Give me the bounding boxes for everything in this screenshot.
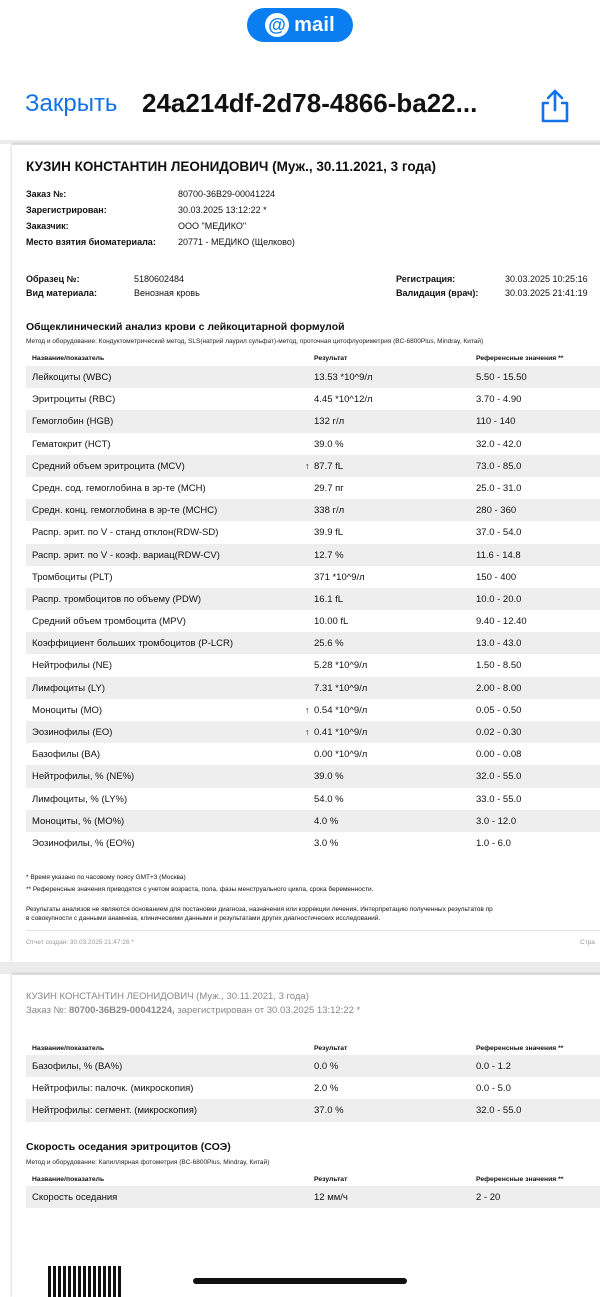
high-flag-icon: ↑	[305, 460, 310, 471]
table-row	[26, 654, 600, 676]
table-row	[26, 832, 600, 854]
row-result: 5.28 *10^9/л	[314, 660, 368, 672]
method-description: Метод и оборудование: Капиллярная фотометрия (BC-6800Plus, Mindray, Китай)	[26, 1159, 270, 1166]
table-row	[26, 477, 600, 499]
order-value: ООО "МЕДИКО"	[178, 221, 247, 231]
row-reference: 0.0 - 5.0	[476, 1083, 511, 1095]
footnote: ** Референсные значения приводятся с учетом возраста, пола, фазы менструального цикла, срока беременности.	[26, 886, 374, 893]
row-name: Лейкоциты (WBC)	[32, 372, 112, 383]
row-result: 10.00 fL	[314, 616, 349, 628]
row-name: Нейтрофилы (NE)	[32, 660, 113, 672]
at-icon: @	[265, 13, 289, 37]
row-name: Эритроциты (RBC)	[32, 394, 116, 406]
row-reference: 33.0 - 55.0	[476, 793, 522, 805]
order-key: Место взятия биоматериала:	[26, 237, 156, 247]
page-number: Стра	[580, 939, 595, 946]
row-reference: 25.0 - 31.0	[476, 482, 522, 494]
col-result-header: Результат	[314, 355, 348, 362]
row-name: Средн. конц. гемоглобина в эр-те (MCHC)	[32, 505, 218, 517]
registration-label: Регистрация:	[396, 274, 456, 284]
row-result: 39.0 %	[314, 771, 344, 783]
row-result: 39.0 %	[314, 438, 344, 450]
table-row	[26, 433, 600, 455]
col-ref-header: Референсные значения **	[476, 1176, 564, 1183]
patient-title: КУЗИН КОНСТАНТИН ЛЕОНИДОВИЧ (Муж., 30.11.2021, 3 года)	[26, 159, 437, 174]
order-key: Заказ №:	[26, 189, 67, 199]
table-row	[26, 699, 600, 721]
row-reference: 110 - 140	[476, 416, 516, 428]
row-result: 0.0 %	[314, 1061, 339, 1072]
row-name: Эозинофилы (EO)	[32, 727, 113, 738]
footnote: * Время указано по часовому поясу GMT+3 (Москва)	[26, 874, 186, 881]
col-name-header: Название/показатель	[32, 355, 105, 362]
top-bar	[0, 0, 600, 140]
table-row	[26, 499, 600, 521]
row-name: Моноциты, % (MO%)	[32, 815, 125, 827]
col-name-header: Название/показатель	[32, 1176, 105, 1183]
row-reference: 280 - 360	[476, 505, 517, 517]
material-value: Венозная кровь	[134, 288, 200, 298]
row-name: Распр. тромбоцитов по объему (PDW)	[32, 593, 202, 605]
row-name: Гемоглобин (HGB)	[32, 416, 114, 428]
col-name-header: Название/показатель	[32, 1045, 105, 1052]
row-name: Базофилы, % (BA%)	[32, 1061, 123, 1072]
row-name: Нейтрофилы: сегмент. (микроскопия)	[32, 1105, 198, 1117]
patient-subtitle: КУЗИН КОНСТАНТИН ЛЕОНИДОВИЧ (Муж., 30.11.2021, 3 года)	[26, 991, 309, 1002]
row-result: 0.41 *10^9/л	[314, 727, 368, 738]
row-name: Средний объем эритроцита (MCV)	[32, 460, 185, 472]
row-result: 16.1 fL	[314, 593, 344, 605]
report-page-2	[12, 974, 600, 1297]
row-reference: 5.50 - 15.50	[476, 372, 527, 383]
row-reference: 9.40 - 12.40	[476, 616, 527, 628]
row-reference: 0.0 - 1.2	[476, 1061, 511, 1072]
table-row	[26, 566, 600, 588]
table-row	[26, 366, 600, 388]
table-row	[26, 521, 600, 543]
row-reference: 2 - 20	[476, 1192, 501, 1203]
row-reference: 1.50 - 8.50	[476, 660, 522, 672]
row-result: 2.0 %	[314, 1083, 339, 1095]
table-row	[26, 1055, 600, 1077]
row-reference: 1.0 - 6.0	[476, 837, 511, 849]
col-ref-header: Референсные значения **	[476, 1045, 564, 1052]
row-reference: 37.0 - 54.0	[476, 527, 522, 539]
row-result: 12 мм/ч	[314, 1192, 348, 1203]
table-row	[26, 1099, 600, 1121]
row-name: Коэффициент больших тромбоцитов (P-LCR)	[32, 638, 234, 650]
row-reference: 0.00 - 0.08	[476, 749, 522, 761]
col-result-header: Результат	[314, 1045, 348, 1052]
table-row	[26, 677, 600, 699]
row-result: 0.54 *10^9/л	[314, 704, 368, 716]
validation-value: 30.03.2025 21:41:19	[505, 288, 588, 298]
row-name: Распр. эрит. по V - станд отклон(RDW-SD)	[32, 527, 219, 539]
qr-code	[48, 1266, 122, 1297]
row-reference: 3.0 - 12.0	[476, 815, 517, 827]
row-result: 87.7 fL	[314, 460, 344, 472]
order-key: Зарегистрирован:	[26, 205, 107, 215]
order-value: 80700-36B29-00041224	[178, 189, 276, 199]
method-description: Метод и оборудование: Кондуктометрический метод, SLS(натрий лаурил сульфат)-метод, проточная цитофлуориметрия (BC-6800Plus, Mindray, Китай)	[26, 338, 484, 345]
row-result: 0.00 *10^9/л	[314, 749, 368, 761]
mail-badge[interactable]	[247, 8, 353, 42]
results-table	[26, 1055, 600, 1122]
disclaimer: в совокупности с данными анамнеза, клиническими данными и результатами других диагностических исследований.	[26, 915, 381, 922]
mail-label: mail	[294, 13, 335, 36]
row-result: 3.0 %	[314, 837, 339, 849]
row-reference: 32.0 - 55.0	[476, 771, 522, 783]
row-result: 54.0 %	[314, 793, 344, 805]
section-title-cbc: Общеклинический анализ крови с лейкоцитарной формулой	[26, 321, 345, 333]
row-name: Лимфоциты, % (LY%)	[32, 793, 128, 805]
row-reference: 2.00 - 8.00	[476, 682, 522, 694]
table-row	[26, 721, 600, 743]
row-reference: 73.0 - 85.0	[476, 460, 522, 472]
row-result: 371 *10^9/л	[314, 571, 365, 583]
row-name: Средн. сод. гемоглобина в эр-те (MCH)	[32, 482, 206, 494]
row-reference: 13.0 - 43.0	[476, 638, 522, 650]
row-name: Нейтрофилы, % (NE%)	[32, 771, 135, 783]
order-key: Заказчик:	[26, 221, 69, 231]
validation-label: Валидация (врач):	[396, 288, 479, 298]
share-icon[interactable]	[538, 88, 572, 124]
table-row	[26, 610, 600, 632]
table-row	[26, 743, 600, 765]
row-result: 37.0 %	[314, 1105, 344, 1117]
sample-value: 5180602484	[134, 274, 185, 284]
order-value: 30.03.2025 13:12:22 *	[178, 205, 267, 215]
results-table	[26, 366, 600, 854]
material-label: Вид материала:	[26, 288, 97, 298]
row-name: Моноциты (MO)	[32, 704, 103, 716]
row-reference: 32.0 - 42.0	[476, 438, 522, 450]
row-reference: 0.02 - 0.30	[476, 727, 522, 738]
row-result: 4.0 %	[314, 815, 339, 827]
col-result-header: Результат	[314, 1176, 348, 1183]
row-name: Скорость оседания	[32, 1192, 118, 1203]
row-reference: 3.70 - 4.90	[476, 394, 522, 406]
sample-label: Образец №:	[26, 274, 80, 284]
high-flag-icon: ↑	[305, 704, 310, 715]
row-result: 13.53 *10^9/л	[314, 372, 373, 383]
row-name: Средний объем тромбоцита (MPV)	[32, 616, 186, 628]
col-ref-header: Референсные значения **	[476, 355, 564, 362]
row-reference: 11.6 - 14.8	[476, 549, 521, 561]
table-row	[26, 588, 600, 610]
table-row	[26, 1077, 600, 1099]
row-name: Эозинофилы, % (EO%)	[32, 837, 135, 849]
row-result: 132 г/л	[314, 416, 345, 428]
row-result: 29.7 пг	[314, 482, 344, 494]
row-reference: 0.05 - 0.50	[476, 704, 522, 716]
table-row	[26, 765, 600, 787]
row-result: 12.7 %	[314, 549, 344, 561]
document-title: 24a214df-2d78-4866-ba22...	[142, 88, 478, 118]
order-value: 20771 - МЕДИКО (Щелково)	[178, 237, 295, 247]
row-result: 39.9 fL	[314, 527, 344, 539]
table-row	[26, 632, 600, 654]
row-result: 25.6 %	[314, 638, 344, 650]
table-row	[26, 810, 600, 832]
home-indicator[interactable]	[193, 1278, 407, 1284]
row-reference: 32.0 - 55.0	[476, 1105, 522, 1117]
row-result: 4.45 *10^12/л	[314, 394, 373, 406]
row-result: 7.31 *10^9/л	[314, 682, 368, 694]
close-button[interactable]: Закрыть	[25, 90, 118, 117]
row-name: Гематокрит (HCT)	[32, 438, 111, 450]
table-row	[26, 544, 600, 566]
table-row	[26, 455, 600, 477]
row-reference: 10.0 - 20.0	[476, 593, 522, 605]
report-created: Отчет создан: 30.03.2025 21:47:26 *	[26, 939, 134, 946]
row-name: Тромбоциты (PLT)	[32, 571, 113, 583]
row-name: Лимфоциты (LY)	[32, 682, 105, 694]
report-page-1	[12, 144, 600, 962]
registration-value: 30.03.2025 10:25:16	[505, 274, 588, 284]
page-gap	[0, 962, 600, 974]
table-row	[26, 388, 600, 410]
row-name: Базофилы (BA)	[32, 749, 101, 761]
high-flag-icon: ↑	[305, 727, 310, 737]
table-row	[26, 410, 600, 432]
disclaimer: Результаты анализов не являются основанием для постановки диагноза, назначения или коррекции лечения. Интерпретацию полученных результатов пр	[26, 906, 493, 913]
row-name: Распр. эрит. по V - коэф. вариац(RDW-CV)	[32, 549, 220, 561]
results-table	[26, 1186, 600, 1208]
footer-divider	[26, 930, 600, 931]
table-row	[26, 788, 600, 810]
table-row	[26, 1186, 600, 1208]
row-reference: 150 - 400	[476, 571, 517, 583]
row-name: Нейтрофилы: палочк. (микроскопия)	[32, 1083, 194, 1095]
section-title-esr: Скорость оседания эритроцитов (СОЭ)	[26, 1141, 231, 1153]
row-result: 338 г/л	[314, 505, 345, 517]
order-subtitle: Заказ №: 80700-36B29-00041224, зарегистрирован от 30.03.2025 13:12:22 *	[26, 1005, 361, 1016]
